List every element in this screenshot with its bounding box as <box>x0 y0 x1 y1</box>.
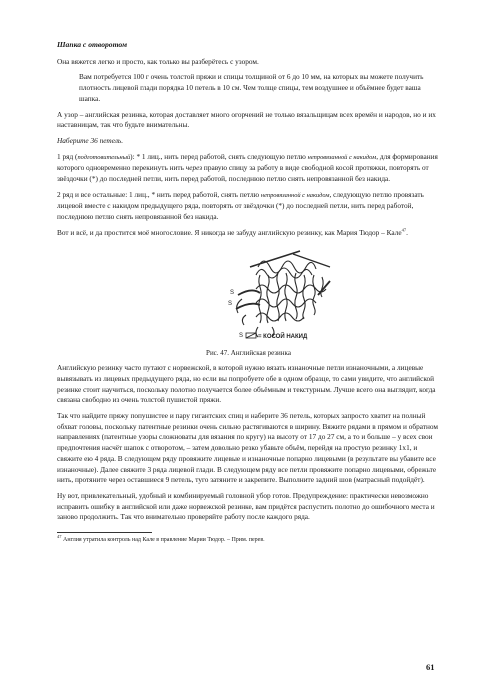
row1-text-b: подготовительный <box>77 153 131 161</box>
memory-paragraph <box>57 228 440 239</box>
row2-text-a: 2 ряд и все остальные: 1 лиц., * нить перед работой, снять петлю <box>57 189 261 199</box>
label-s-mid: S <box>228 300 233 307</box>
memory-end: . <box>406 227 408 237</box>
row2-text-b: непровязанной с накидом <box>260 191 330 199</box>
memory-text: Вот и всё, и да простится моё многословие. Я никогда не забуду английскую резинку, как Мария Тюдор – Кале <box>57 227 402 237</box>
row1-paragraph <box>57 152 440 185</box>
footnote-number: 47 <box>57 534 62 540</box>
row2-text-c: , следующую петлю провязать лицевой вместе с накидом предыдущего ряда, повторять от звёздочки (*) до последней петли, нить перед работой, последнюю петлю снять непровязанной без накида. <box>57 189 424 222</box>
cast-on-paragraph: Наберите 36 петель. <box>57 135 124 145</box>
instructions-paragraph: Так что найдите пряжу попушистее и пару гигантских спиц и наберите 36 петель, которых запросто хватит на полный обхват головы, поскольку патентные резинки очень сильно растягиваются в ширину. Вяжите рядами в прямом и обратном направлениях (патентные узоры сложноваты для вязания по кругу) на высоту от 17 до 27 см, а то и больше – у всех свои предпочтения насчёт шапок с отворотом, – затем довольно резко убавьте объём, перейдя на простую резинку 1х1, и свяжите ею 4 ряда. В следующем ряду провяжите лицевые и изнаночные попарно лицевыми (в результате вы убавите все изнаночные). Далее свяжите 3 ряда лицевой глади. В следующем ряду все петли провяжите попарно лицевыми, обрежьте нить, протяните через оставшиеся 9 петель, туго затяните и закрепите. Выполните задний шов (матрасный подойдёт). <box>57 411 438 485</box>
row1-text-d: непровязанной с накидом <box>307 153 377 161</box>
english-rib-illustration <box>198 245 338 343</box>
finale-paragraph: Ну вот, привлекательный, удобный и комбинируемый головной убор готов. Предупреждение: практически невозможно исправить ошибку в английской или даже норвежской резинке, вам придётся распустить полотно до ошибочного места и заново продолжить. Так что внимательно проверяйте работу после каждого ряда. <box>57 490 435 522</box>
footnote-ref: 47 <box>401 227 407 233</box>
row1-text-g: правую спицу за работу в виде свободной косой протяжки, повторять от звёздочки (*) до последней петли, нить перед работой, последнюю петлю снять непровязанной без накида. <box>57 163 429 184</box>
row1-text-f: через <box>185 163 203 173</box>
row1-text-a: 1 ряд ( <box>57 151 78 161</box>
figure-caption: Рис. 47. Английская резинка <box>206 348 291 357</box>
footnote-divider <box>57 532 152 533</box>
row2-paragraph <box>57 190 440 223</box>
legend-text: = КОСОЙ НАКИД <box>258 333 308 340</box>
page-content <box>57 40 440 544</box>
materials-paragraph <box>57 72 440 104</box>
footnote-text: Англия утратила контроль над Кале в правление Марии Тюдор. – Прим. перев. <box>61 537 265 544</box>
pattern-intro-paragraph: А узор – английская резинка, которая доставляет много огорчений не только вязальщицам всех времён и народов, но и их наставницам, так что будьте внимательны. <box>57 109 436 130</box>
legend-swatch-icon <box>246 333 256 338</box>
label-s-bottom: S <box>239 332 244 339</box>
intro-paragraph: Она вяжется легко и просто, как только вы разберётесь с узором. <box>57 56 259 66</box>
page-number: 61 <box>426 662 435 672</box>
confusion-paragraph: Английскую резинку часто путают с норвежской, в которой нужно вязать изнаночные петли изнаночными, а лицевые вывязывать из лицевых предыдущего ряда, но если вы попробуете обе в одном образце, то сами увидите, что английской резинке стоит научиться, поскольку полотно получается более объёмным и текстурным. Лучше всего она выглядит, когда связана свободно из очень толстой пушистой пряжи. <box>57 363 436 405</box>
stitch-diagram <box>198 245 338 343</box>
materials-text: Вам потребуется 100 г очень толстой пряжи и спицы толщиной от 6 до 10 мм, на которых вы можете получить плотность лицевой глади порядка 10 петель в 10 см. Чем толще спицы, тем воздушнее и объёмнее будет ваша шапка. <box>79 72 424 103</box>
label-s-top: S <box>230 289 235 296</box>
section-title: Шапка с отворотом <box>57 40 128 49</box>
row1-text-c: ): * 1 лиц., нить перед работой, снять следующую петлю <box>130 151 308 161</box>
footnote <box>57 536 440 544</box>
row1-text-e: , для формирования которого одновременно перекинуть нить <box>57 151 438 173</box>
